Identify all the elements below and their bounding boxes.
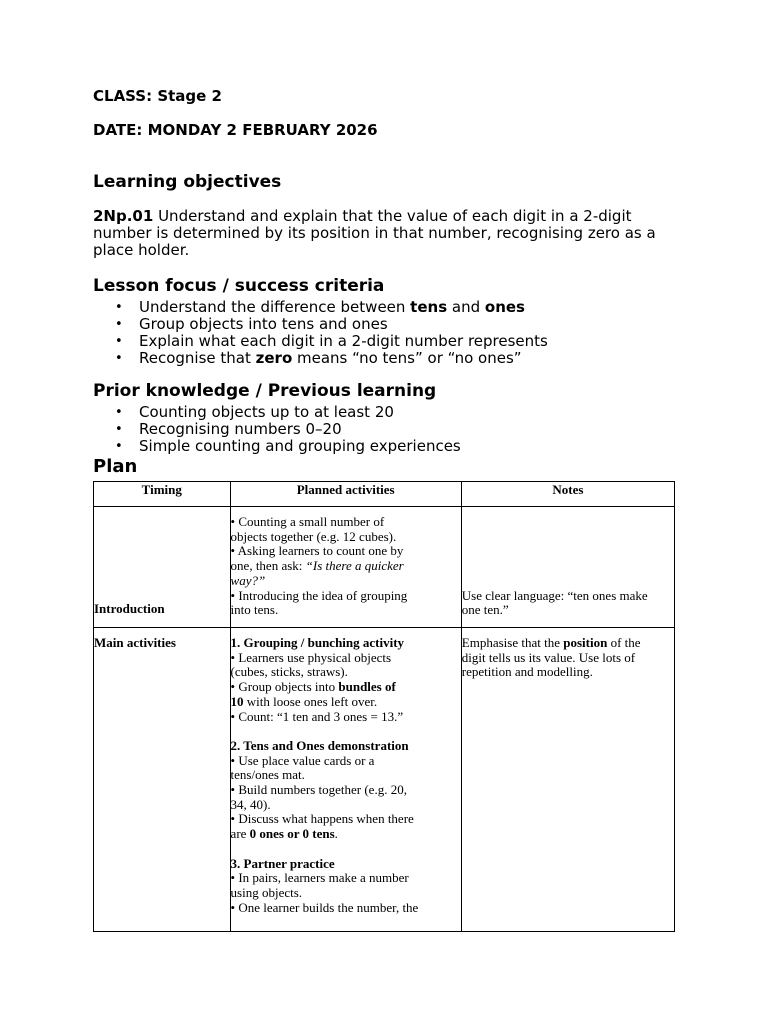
timing-cell: [94, 628, 231, 932]
activities-cell: [230, 507, 461, 628]
plan-heading: Plan: [93, 456, 138, 477]
column-header-notes: Notes: [461, 482, 674, 507]
main-activities: 1. Grouping / bunching activity • Learners use physical objects (cubes, sticks, straws). • Group objects into bundles of 10 with loose ones left over. • Count: “1 ten and 3 ones = 13.” 2. Tens and Ones demonstration • Use place value cards or a tens/ones mat. • Build numbers together (e.g. 20, 34, 40). • Discuss what happens when there are 0 ones or 0 tens. 3. Partner practice • In pairs, learners make a number using objects. • One learner builds the number, the: [230, 635, 419, 915]
main-notes: Emphasise that the position of the digit tells us its value. Use lots of repetition and modelling.: [461, 635, 641, 680]
class-label: CLASS: Stage 2: [93, 87, 222, 105]
list-item: • Simple counting and grouping experiences: [93, 438, 461, 455]
timing-introduction: Introduction: [94, 601, 165, 617]
learning-objective-paragraph: [93, 208, 683, 259]
list-item: • Recognise that zero means “no tens” or “no ones”: [93, 350, 548, 367]
list-item: • Explain what each digit in a 2-digit number represents: [93, 333, 548, 350]
prior-knowledge-heading: Prior knowledge / Previous learning: [93, 381, 437, 401]
intro-notes: Use clear language: “ten ones make one ten.”: [461, 587, 648, 618]
learning-objectives-heading: Learning objectives: [93, 172, 282, 192]
list-item: • Counting objects up to at least 20: [93, 404, 461, 421]
list-item: • Group objects into tens and ones: [93, 316, 548, 333]
column-header-activities: Planned activities: [230, 482, 461, 507]
objective-text: Understand and explain that the value of each digit in a 2-digit number is determined by its position in that number, recognising zero as a place holder.: [93, 207, 656, 259]
lesson-focus-list: [93, 299, 548, 367]
objective-code: 2Np.01: [93, 207, 154, 225]
notes-cell: [461, 507, 674, 628]
list-item: • Understand the difference between tens and ones: [93, 299, 548, 316]
table-row: [94, 507, 675, 628]
table-row: [94, 628, 675, 932]
timing-cell: [94, 507, 231, 628]
column-header-timing: Timing: [94, 482, 231, 507]
list-item: • Recognising numbers 0–20: [93, 421, 461, 438]
activities-cell: [230, 628, 461, 932]
plan-table: [93, 481, 675, 932]
lesson-focus-heading: Lesson focus / success criteria: [93, 276, 385, 296]
intro-activities: • Counting a small number of objects together (e.g. 12 cubes). • Asking learners to count one by one, then ask: “Is there a quicker way?” • Introducing the idea of grouping into tens.: [230, 514, 408, 618]
notes-cell: [461, 628, 674, 932]
timing-main-activities: Main activities: [94, 635, 176, 650]
prior-knowledge-list: [93, 404, 461, 455]
table-header-row: [94, 482, 675, 507]
date-label: DATE: MONDAY 2 FEBRUARY 2026: [93, 121, 378, 139]
